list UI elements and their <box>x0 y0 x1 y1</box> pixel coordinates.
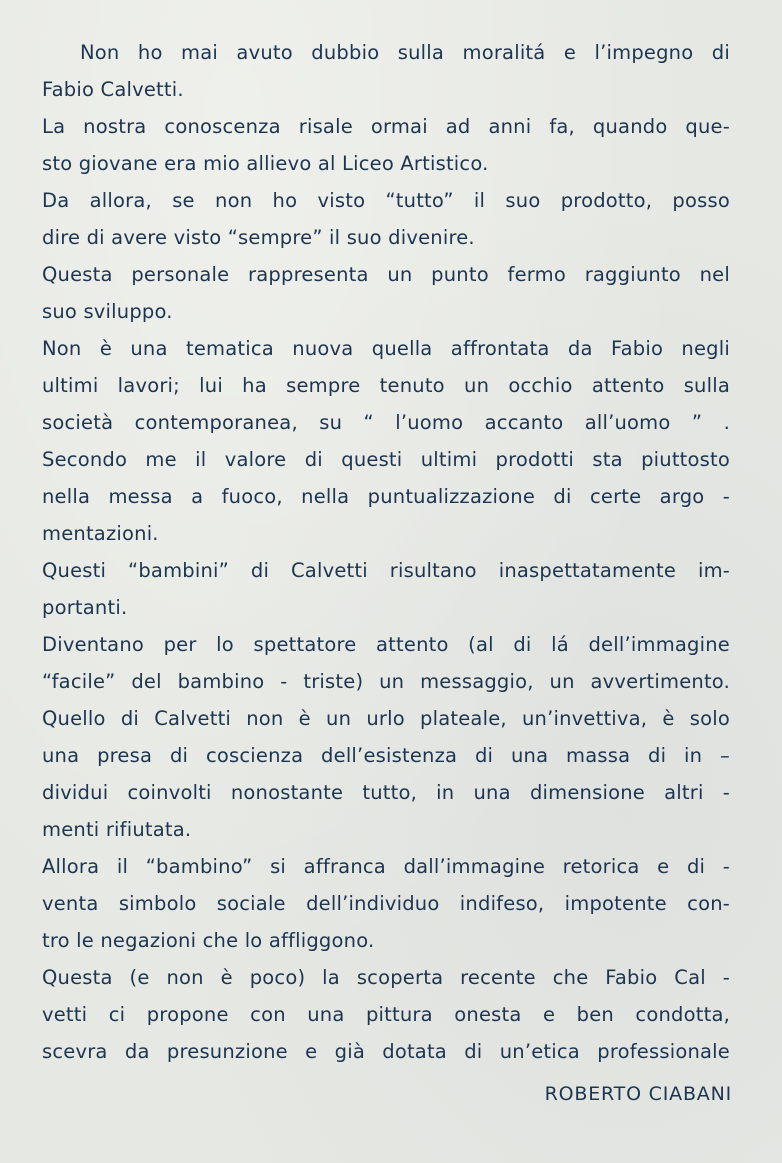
text-line: Diventano per lo spettatore attento (al di lá dell’immagine <box>42 633 730 656</box>
text-line: una presa di coscienza dell’esistenza di una massa di in – <box>42 744 730 767</box>
text-line: Da allora, se non ho visto “tutto” il suo prodotto, posso <box>42 189 730 212</box>
text-line: sto giovane era mio allievo al Liceo Artistico. <box>42 152 489 175</box>
text-line: vetti ci propone con una pittura onesta e ben condotta, <box>42 1003 730 1026</box>
text-line: Questa (e non è poco) la scoperta recente che Fabio Cal - <box>42 966 730 989</box>
text-line: ultimi lavori; lui ha sempre tenuto un occhio attento sulla <box>42 374 730 397</box>
text-line: Secondo me il valore di questi ultimi prodotti sta piuttosto <box>42 448 730 471</box>
text-line: Quello di Calvetti non è un urlo plateale, un’invettiva, è solo <box>42 707 730 730</box>
body-text <box>42 34 730 1070</box>
text-line: Non ho mai avuto dubbio sulla moralitá e l’impegno di <box>80 41 730 64</box>
text-line: nella messa a fuoco, nella puntualizzazione di certe argo - <box>42 485 730 508</box>
text-line: scevra da presunzione e già dotata di un’etica professionale <box>42 1040 730 1063</box>
text-line: Non è una tematica nuova quella affrontata da Fabio negli <box>42 337 730 360</box>
text-line: tro le negazioni che lo affliggono. <box>42 929 375 952</box>
text-line: suo sviluppo. <box>42 300 173 323</box>
text-line: Allora il “bambino” si affranca dall’immagine retorica e di - <box>42 855 730 878</box>
text-line: Questi “bambini” di Calvetti risultano inaspettatamente im- <box>42 559 730 582</box>
text-line: società contemporanea, su “ l’uomo accanto all’uomo ” . <box>42 411 730 434</box>
text-line: venta simbolo sociale dell’individuo indifeso, impotente con- <box>42 892 730 915</box>
text-line: menti rifiutata. <box>42 818 192 841</box>
text-line: “facile” del bambino - triste) un messaggio, un avvertimento. <box>42 670 730 693</box>
text-line: portanti. <box>42 596 128 619</box>
text-line: dire di avere visto “sempre” il suo divenire. <box>42 226 475 249</box>
text-line: dividui coinvolti nonostante tutto, in una dimensione altri - <box>42 781 730 804</box>
text-line: Questa personale rappresenta un punto fermo raggiunto nel <box>42 263 730 286</box>
text-line: mentazioni. <box>42 522 159 545</box>
text-line: Fabio Calvetti. <box>42 78 184 101</box>
author-signature: ROBERTO CIABANI <box>544 1083 732 1105</box>
text-line: La nostra conoscenza risale ormai ad anni fa, quando que- <box>42 115 730 138</box>
